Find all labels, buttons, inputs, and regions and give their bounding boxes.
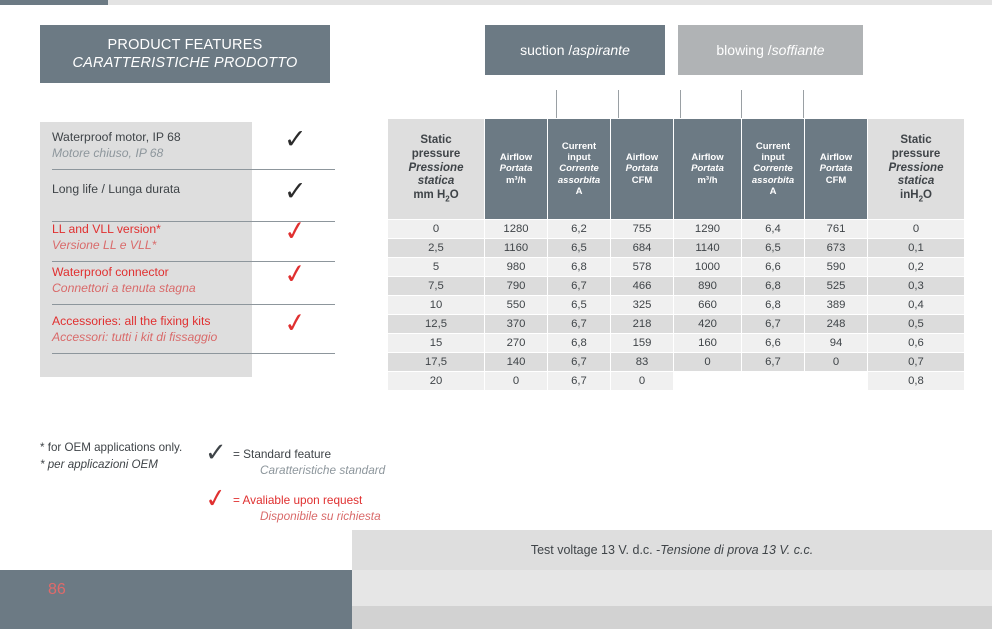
header-line: Pressione [408, 161, 464, 174]
top-accent-bar-left [0, 0, 108, 5]
feature-row [52, 306, 335, 354]
feature-label-en: Accessories: all the fixing kits [52, 314, 211, 328]
header-line: Static [900, 133, 932, 146]
table-cell: 370 [485, 315, 548, 334]
table-cell [742, 372, 805, 391]
column-header-static-pressure-in [868, 119, 965, 220]
table-cell: 790 [485, 277, 548, 296]
table-cell: 0 [674, 353, 742, 372]
feature-label-it: Accessori: tutti i kit di fissaggio [52, 329, 218, 344]
feature-row [52, 214, 335, 262]
table-cell: 590 [805, 258, 868, 277]
legend-standard-en: = Standard feature [233, 447, 332, 461]
table-cell: 6,7 [742, 353, 805, 372]
table-cell: 6,5 [548, 296, 611, 315]
connector-tick [803, 90, 804, 120]
page-number: 86 [48, 581, 66, 598]
table-cell: 6,4 [742, 220, 805, 239]
header-line: statica [417, 175, 455, 188]
column-header-current-input-suction [548, 119, 611, 220]
feature-row [52, 124, 335, 170]
table-cell: 6,7 [548, 277, 611, 296]
table-cell: 5 [388, 258, 485, 277]
table-row [388, 296, 965, 315]
header-line: Corrente [753, 163, 793, 175]
table-cell: 420 [674, 315, 742, 334]
legend-standard-it: Caratteristiche standard [260, 463, 386, 477]
table-cell: 0 [805, 353, 868, 372]
header-line: Current [561, 140, 597, 152]
test-voltage-note [352, 530, 992, 570]
table-cell: 0,2 [868, 258, 965, 277]
header-line: statica [897, 175, 935, 188]
table-row [388, 258, 965, 277]
header-unit: CFM [825, 174, 847, 186]
header-line: input [567, 151, 591, 163]
table-cell: 159 [611, 334, 674, 353]
table-row [388, 372, 965, 391]
mode-suction-en: suction / [520, 42, 573, 58]
header-unit: m³/h [505, 174, 527, 186]
footer-band-mid [352, 570, 992, 606]
table-cell: 660 [674, 296, 742, 315]
connector-tick [680, 90, 681, 120]
test-voltage-it: Tensione di prova 13 V. c.c. [660, 543, 814, 557]
table-cell: 325 [611, 296, 674, 315]
table-cell: 7,5 [388, 277, 485, 296]
table-cell: 890 [674, 277, 742, 296]
table-cell: 6,7 [548, 315, 611, 334]
table-cell: 140 [485, 353, 548, 372]
column-header-airflow-cfm-blowing [805, 119, 868, 220]
table-cell: 6,2 [548, 220, 611, 239]
table-cell: 218 [611, 315, 674, 334]
column-header-airflow-m3h-suction [485, 119, 548, 220]
table-cell: 466 [611, 277, 674, 296]
footer-band-dark [0, 570, 352, 629]
product-features-title-it: CARATTERISTICHE PRODOTTO [72, 55, 298, 71]
mode-header-suction [485, 25, 665, 75]
connector-tick [741, 90, 742, 120]
table-cell: 1160 [485, 239, 548, 258]
table-cell: 0,1 [868, 239, 965, 258]
table-cell: 1140 [674, 239, 742, 258]
feature-row [52, 257, 335, 305]
table-cell: 6,7 [548, 353, 611, 372]
table-cell: 6,6 [742, 334, 805, 353]
table-cell: 550 [485, 296, 548, 315]
table-cell: 0,3 [868, 277, 965, 296]
check-red-icon: ✓ [281, 257, 309, 292]
feature-label-it: Connettori a tenuta stagna [52, 280, 196, 295]
check-red-icon: ✓ [281, 214, 309, 249]
feature-label-en: Waterproof motor, IP 68 [52, 130, 181, 144]
table-cell: 83 [611, 353, 674, 372]
table-cell: 94 [805, 334, 868, 353]
header-line: assorbita [751, 174, 795, 186]
footer-band-light [352, 606, 992, 629]
table-cell: 1000 [674, 258, 742, 277]
header-line: Pressione [888, 161, 944, 174]
header-line: Portata [691, 163, 724, 175]
header-unit: mm $H_2O$ [413, 189, 459, 204]
header-unit: m³/h [697, 174, 718, 186]
check-red-icon: ✓ [281, 306, 309, 341]
header-line: pressure [411, 147, 461, 160]
table-cell: 1280 [485, 220, 548, 239]
mode-header-blowing [678, 25, 863, 75]
legend-request-en: = Avaliable upon request [233, 493, 363, 507]
table-cell: 673 [805, 239, 868, 258]
header-line: Static [420, 133, 452, 146]
column-header-static-pressure-mm [388, 119, 485, 220]
feature-label-en: LL and VLL version* [52, 222, 161, 236]
table-cell: 525 [805, 277, 868, 296]
table-cell: 12,5 [388, 315, 485, 334]
table-cell: 6,6 [742, 258, 805, 277]
table-cell: 0 [485, 372, 548, 391]
header-line: Portata [499, 163, 533, 175]
feature-label-en: Long life / Lunga durata [52, 182, 181, 196]
header-line: Portata [625, 163, 659, 175]
performance-table [387, 118, 965, 391]
header-line: Airflow [499, 151, 533, 163]
legend-oem-en: * for OEM applications only. [40, 441, 183, 454]
table-cell: 20 [388, 372, 485, 391]
header-unit: A [769, 186, 777, 198]
column-header-current-input-blowing [742, 119, 805, 220]
table-cell: 6,7 [742, 315, 805, 334]
table-cell: 761 [805, 220, 868, 239]
header-unit: inH$_2$O [900, 189, 932, 204]
legend-oem-it: * per applicazioni OEM [40, 457, 158, 471]
table-cell: 755 [611, 220, 674, 239]
connector-tick [556, 90, 557, 120]
table-cell [805, 372, 868, 391]
table-row [388, 220, 965, 239]
header-unit: A [575, 186, 583, 198]
table-cell: 578 [611, 258, 674, 277]
table-header-row [388, 119, 965, 220]
table-cell: 270 [485, 334, 548, 353]
table-cell: 684 [611, 239, 674, 258]
header-line: pressure [891, 147, 941, 160]
connector-tick [618, 90, 619, 120]
table-row [388, 353, 965, 372]
table-cell: 6,8 [742, 296, 805, 315]
table-cell: 1290 [674, 220, 742, 239]
top-accent-bar-right [108, 0, 992, 5]
table-cell: 389 [805, 296, 868, 315]
legend-request-it: Disponibile su richiesta [260, 509, 381, 523]
header-line: Portata [819, 163, 853, 175]
table-cell: 6,8 [548, 334, 611, 353]
table-row [388, 315, 965, 334]
table-cell: 6,8 [742, 277, 805, 296]
table-cell: 980 [485, 258, 548, 277]
header-unit: CFM [631, 174, 653, 186]
table-cell: 0 [388, 220, 485, 239]
table-cell: 10 [388, 296, 485, 315]
table-cell: 0,5 [868, 315, 965, 334]
check-icon: ✓ [284, 124, 307, 155]
table-cell: 248 [805, 315, 868, 334]
test-voltage-en: Test voltage 13 V. d.c. - [530, 543, 661, 557]
table-cell: 0,7 [868, 353, 965, 372]
table-row [388, 334, 965, 353]
mode-suction-it: aspirante [572, 42, 630, 58]
column-header-airflow-m3h-blowing [674, 119, 742, 220]
header-line: Airflow [819, 151, 853, 163]
header-line: input [761, 151, 785, 163]
column-header-airflow-cfm-suction [611, 119, 674, 220]
table-cell: 0,8 [868, 372, 965, 391]
table-cell: 6,5 [742, 239, 805, 258]
table-cell: 6,8 [548, 258, 611, 277]
table-cell: 0,6 [868, 334, 965, 353]
table-cell: 15 [388, 334, 485, 353]
header-line: Corrente [559, 163, 599, 175]
check-icon: ✓ [284, 176, 307, 207]
table-cell: 0 [611, 372, 674, 391]
feature-label-it: Motore chiuso, IP 68 [52, 145, 164, 160]
table-body [388, 220, 965, 391]
product-features-title [40, 25, 330, 83]
table-cell: 6,7 [548, 372, 611, 391]
table-cell: 160 [674, 334, 742, 353]
table-row [388, 239, 965, 258]
table-cell: 0 [868, 220, 965, 239]
check-red-icon: ✓ [203, 482, 229, 516]
table-row [388, 277, 965, 296]
table-cell: 6,5 [548, 239, 611, 258]
header-line: Airflow [691, 151, 724, 163]
header-line: Current [755, 140, 791, 152]
table-cell [674, 372, 742, 391]
mode-blowing-en: blowing / [716, 42, 772, 58]
product-features-title-en: PRODUCT FEATURES [107, 36, 263, 53]
table-cell: 17,5 [388, 353, 485, 372]
header-line: Airflow [625, 151, 659, 163]
feature-label-en: Waterproof connector [52, 265, 169, 279]
table-cell: 0,4 [868, 296, 965, 315]
feature-label-it: Versione LL e VLL* [52, 237, 157, 252]
mode-blowing-it: soffiante [771, 42, 825, 58]
header-line: assorbita [557, 174, 601, 186]
check-icon: ✓ [205, 438, 227, 468]
table-cell: 2,5 [388, 239, 485, 258]
